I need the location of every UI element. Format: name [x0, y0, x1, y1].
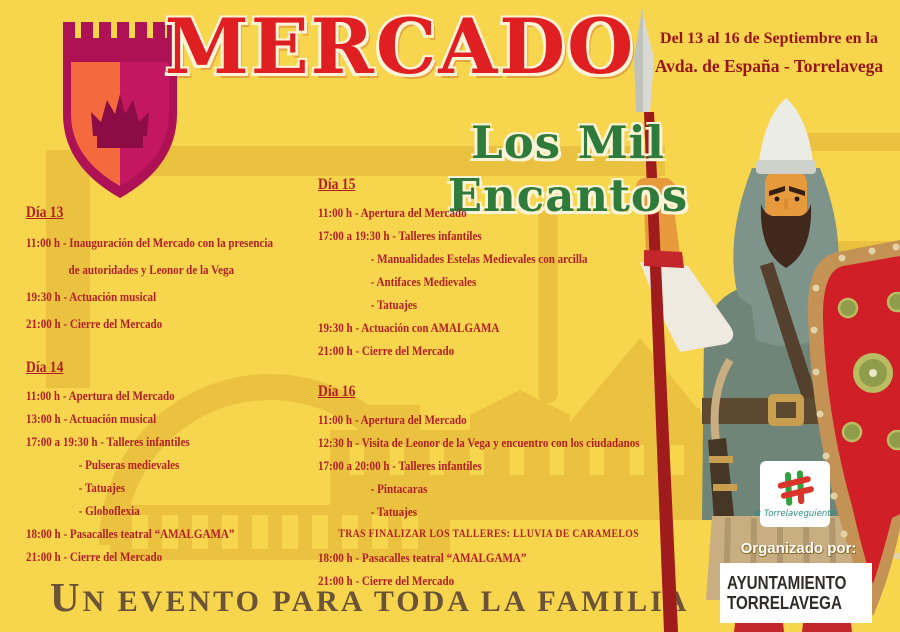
day-items	[318, 408, 675, 592]
schedule-entry: 21:00 h - Cierre del Mercado	[318, 343, 455, 358]
schedule-entry: - Tatuajes	[78, 480, 126, 495]
schedule-entry: TRAS FINALIZAR LOS TALLERES: LLUVIA DE CARAMELOS	[338, 528, 639, 540]
schedule-day-16	[318, 383, 675, 592]
date-location-block	[645, 26, 893, 80]
hashtag-label: # Torrelaveguiente	[754, 509, 836, 519]
schedule-entry: 21:00 h - Cierre del Mercado	[26, 549, 163, 564]
day-heading: Día 16	[318, 383, 356, 400]
schedule-entry: 19:30 h - Actuación con AMALGAMA	[318, 320, 500, 335]
schedule-entry: - Pintacaras	[370, 481, 428, 496]
schedule-entry: 17:00 a 20:00 h - Talleres infantiles	[318, 458, 482, 473]
schedule-entry: - Tatuajes	[370, 504, 418, 519]
schedule-entry: - Pulseras medievales	[78, 457, 180, 472]
schedule-entry: 21:00 h - Cierre del Mercado	[318, 573, 455, 588]
day-heading: Día 14	[26, 359, 64, 376]
schedule-entry: 13:00 h - Actuación musical	[26, 411, 157, 426]
day-heading: Día 13	[26, 204, 64, 221]
schedule-entry: - Tatuajes	[370, 297, 418, 312]
schedule-entry: - Globoflexia	[78, 503, 140, 518]
hashtag-icon	[775, 469, 815, 507]
schedule-entry: de autoridades y Leonor de la Vega	[68, 262, 235, 277]
schedule-entry: 21:00 h - Cierre del Mercado	[26, 316, 163, 331]
tagline: UN EVENTO PARA TODA LA FAMILIA	[50, 574, 690, 620]
poster-title: MERCADO	[164, 2, 636, 91]
schedule-entry: 18:00 h - Pasacalles teatral “AMALGAMA”	[318, 550, 527, 565]
schedule-entry: 17:00 a 19:30 h - Talleres infantiles	[318, 228, 482, 243]
schedule-entry: - Antifaces Medievales	[370, 274, 477, 289]
date-line: Del 13 al 16 de Septiembre en la	[660, 30, 878, 47]
schedule-entry: 11:00 h - Apertura del Mercado	[26, 388, 175, 403]
schedule-entry: 12:30 h - Visita de Leonor de la Vega y encuentro con los ciudadanos	[318, 435, 640, 450]
schedule-entry: - Manualidades Estelas Medievales con arcilla	[370, 251, 588, 266]
schedule-entry: 19:30 h - Actuación musical	[26, 289, 157, 304]
schedule-entry: 11:00 h - Inauguración del Mercado con la presencia	[26, 235, 273, 250]
schedule-entry: 11:00 h - Apertura del Mercado	[318, 412, 467, 427]
council-logo-box	[720, 563, 872, 623]
schedule-entry: 11:00 h - Apertura del Mercado	[318, 205, 467, 220]
council-name	[727, 573, 846, 613]
council-name-line1: AYUNTAMIENTO	[727, 572, 847, 593]
organized-by-label: Organizado por:	[740, 540, 857, 557]
schedule-entry: 17:00 a 19:30 h - Talleres infantiles	[26, 434, 190, 449]
council-name-line2: TORRELAVEGA	[727, 592, 842, 613]
schedule-day-15	[318, 176, 675, 362]
schedule-entry: 18:00 h - Pasacalles teatral “AMALGAMA”	[26, 526, 235, 541]
day-items	[318, 201, 675, 362]
hashtag-logo-box	[754, 461, 836, 527]
poster-subtitle: Los Mil Encantos	[447, 116, 689, 222]
location-line: Avda. de España - Torrelavega	[654, 55, 884, 76]
day-heading: Día 15	[318, 176, 356, 193]
